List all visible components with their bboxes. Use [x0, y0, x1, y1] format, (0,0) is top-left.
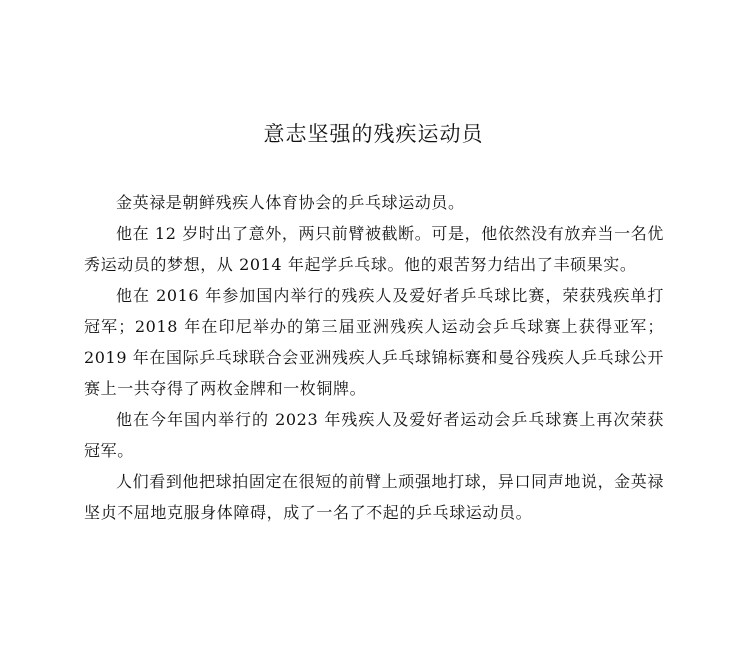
paragraph-3: 他在 2016 年参加国内举行的残疾人及爱好者乒乓球比赛，荣获残疾单打冠军；2018 年在印尼举办的第三届亚洲残疾人运动会乒乓球赛上获得亚军；2019 年在国际乒乓球联合会亚洲残疾人乒乓球锦标赛和曼谷残疾人乒乓球公开赛上一共夺得了两枚金牌和一枚铜牌。 — [84, 286, 665, 398]
paragraph-5: 人们看到他把球拍固定在很短的前臂上顽强地打球，异口同声地说，金英禄坚贞不屈地克服身体障碍，成了一名了不起的乒乓球运动员。 — [84, 472, 664, 522]
paragraph-4: 他在今年国内举行的 2023 年残疾人及爱好者运动会乒乓球赛上再次荣获冠军。 — [84, 410, 664, 460]
article-title: 意志坚强的残疾运动员 — [263, 122, 484, 146]
paragraph-2: 他在 12 岁时出了意外，两只前臂被截断。可是，他依然没有放弃当一名优秀运动员的梦想，从 2014 年起学乒乓球。他的艰苦努力结出了丰硕果实。 — [84, 224, 664, 274]
paragraph-1: 金英禄是朝鲜残疾人体育协会的乒乓球运动员。 — [116, 193, 465, 212]
article-body — [84, 187, 664, 528]
